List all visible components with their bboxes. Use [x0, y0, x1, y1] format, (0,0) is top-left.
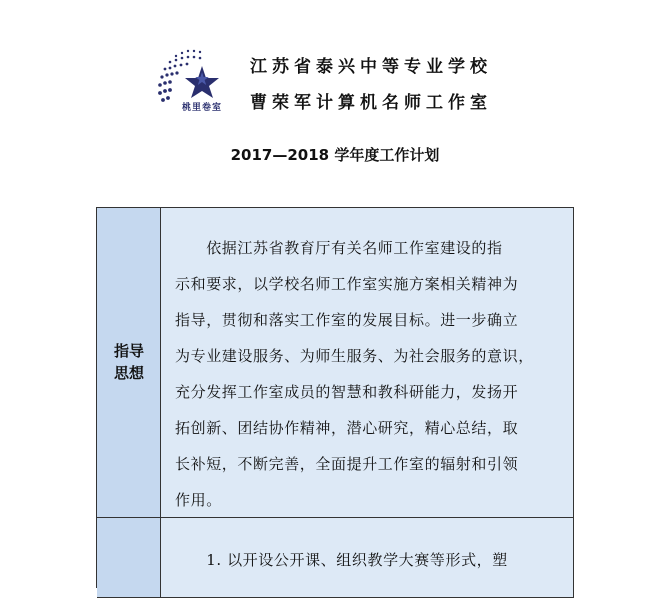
- table-row-content: [161, 208, 574, 518]
- logo-caption: 桃里卷室: [182, 103, 223, 113]
- table-row-label: [97, 518, 161, 598]
- paragraph-line: 长补短，不断完善，全面提升工作室的辐射和引领: [175, 455, 519, 473]
- studio-name: 曹荣军计算机名师工作室: [250, 93, 492, 113]
- plan-table: [96, 207, 574, 588]
- paragraph-line: 示和要求，以学校名师工作室实施方案相关精神为: [175, 275, 519, 293]
- paragraph-line: 为专业建设服务、为师生服务、为社会服务的意识，: [175, 347, 534, 365]
- table-row-label: [97, 208, 161, 518]
- paragraph-line: 拓创新、团结协作精神，潜心研究，精心总结，取: [175, 419, 519, 437]
- table-row-content: [161, 518, 574, 598]
- guiding-thought-paragraph: [175, 230, 567, 518]
- row-label-line: 思想: [113, 364, 144, 382]
- document-header: [0, 0, 670, 200]
- paragraph-line: 指导，贯彻和落实工作室的发展目标。进一步确立: [175, 311, 519, 329]
- paragraph-line: 充分发挥工作室成员的智慧和教科研能力，发扬开: [175, 383, 519, 401]
- paragraph-line: 作用。: [175, 491, 222, 509]
- plan-item-line: 1. 以开设公开课、组织教学大赛等形式，塑: [175, 551, 508, 569]
- paragraph-line: 依据江苏省教育厅有关名师工作室建设的指: [175, 239, 503, 257]
- school-name: 江苏省泰兴中等专业学校: [250, 57, 492, 77]
- plan-title: 2017—2018 学年度工作计划: [230, 146, 440, 164]
- row-label-line: 指导: [113, 342, 144, 360]
